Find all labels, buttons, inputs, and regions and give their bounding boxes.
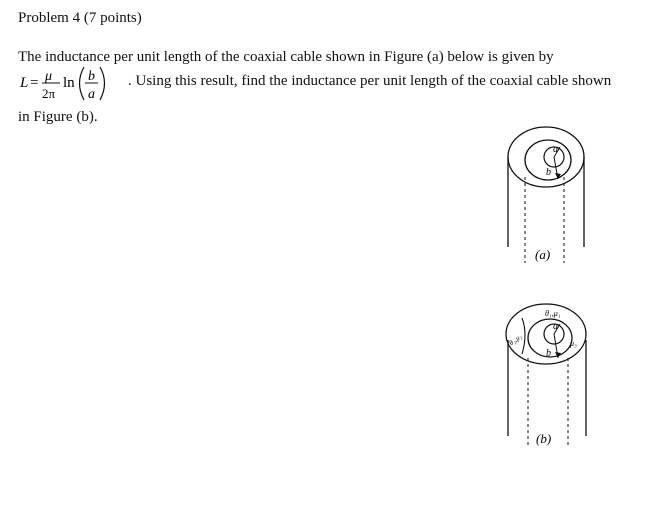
fig-b-label-outer: θ₁,μ₁ — [545, 309, 561, 318]
formula-two-pi: 2π — [42, 86, 56, 101]
fig-b-label-a: a — [553, 321, 558, 332]
fig-b-caption: (b) — [536, 431, 552, 446]
fig-b-label-mu3: μ₃ — [570, 339, 577, 348]
figure-b-drawing — [500, 300, 600, 448]
statement-line-3: in Figure (b). — [18, 109, 98, 125]
formula-line — [18, 63, 638, 103]
formula-ln: ln — [63, 75, 75, 91]
formula-mu: μ — [45, 69, 53, 84]
fig-a-label-b: b — [546, 167, 551, 178]
formula-b: b — [88, 69, 95, 84]
fig-b-label-left: θ₂,μ₂ — [507, 332, 524, 348]
statement-line-1: The inductance per unit length of the coaxial cable shown in Figure (a) below is given by — [18, 49, 554, 65]
fig-a-label-a: a — [553, 144, 558, 155]
fig-a-caption: (a) — [535, 247, 551, 262]
formula-eq: = — [30, 75, 39, 91]
formula-lhs: L — [20, 75, 29, 91]
figure-a-drawing — [500, 125, 600, 265]
fig-b-label-b: b — [546, 348, 551, 359]
statement-line-2: . Using this result, find the inductance per unit length of the coaxial cable shown — [128, 73, 612, 89]
figure-b — [500, 300, 600, 448]
problem-title: Problem 4 (7 points) — [18, 10, 142, 26]
formula-a: a — [88, 87, 95, 102]
inductance-formula — [18, 63, 126, 103]
figure-a — [500, 125, 600, 265]
